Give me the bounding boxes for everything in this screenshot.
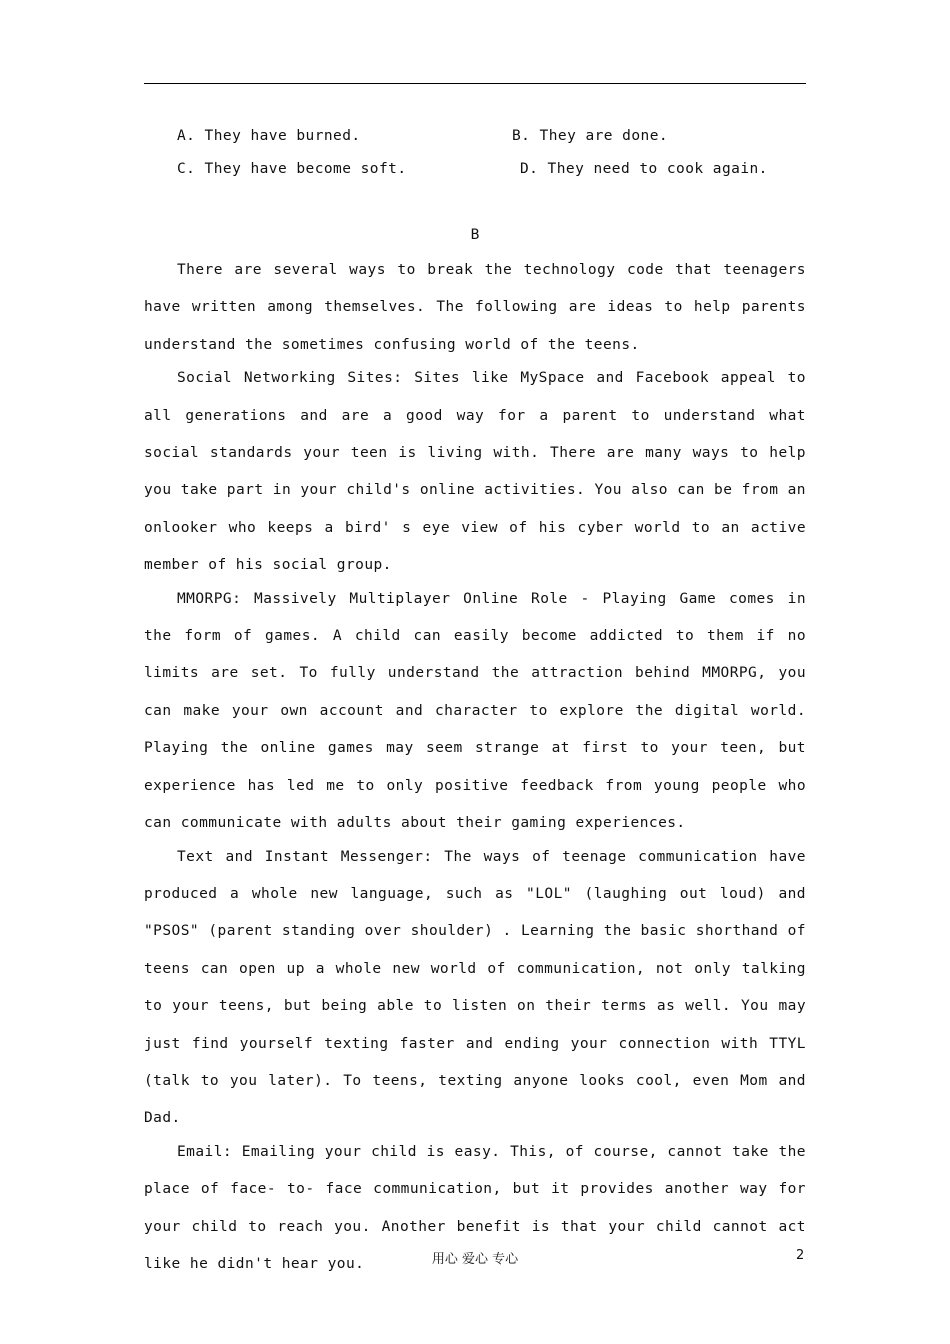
section-label: B [470, 227, 480, 243]
paragraph-text-messenger: Text and Instant Messenger: The ways of teenage communication have produced a whole new language, such as "LOL" (laughing out loud) and "PSOS" (parent standing over shoulder) . Learning the basic shorthand of teens can open up a whole new world of communication, not only talking to your teens, but being able to listen on their terms as well. You may just find yourself texting faster and ending your connection with TTYL (talk to you later). To teens, texting anyone looks cool, even Mom and Dad. [144, 848, 806, 1127]
paragraph-email: Email: Emailing your child is easy. This, of course, cannot take the place of face- to- face communication, but it provides another way for your child to reach you. Another benefit is that your child cannot act like he didn't hear you. [144, 1143, 806, 1272]
passage [144, 252, 806, 1279]
option-c: C. They have become soft. [177, 161, 407, 177]
header-rule [144, 83, 806, 84]
paragraph-social-networking: Social Networking Sites: Sites like MySpace and Facebook appeal to all generations and are a good way for a parent to understand what social standards your teen is living with. There are many ways to help you take part in your child's online activities. You also can be from an onlooker who keeps a bird' s eye view of his cyber world to an active member of his social group. [144, 370, 806, 574]
option-b: B. They are done. [512, 128, 669, 144]
option-d: D. They need to cook again. [520, 161, 768, 177]
footer-motto: 用心 爱心 专心 [431, 1252, 519, 1267]
option-a: A. They have burned. [177, 128, 361, 144]
page-number: 2 [796, 1248, 805, 1263]
paragraph-mmorpg: MMORPG: Massively Multiplayer Online Role - Playing Game comes in the form of games. A child can easily become addicted to them if no limits are set. To fully understand the attraction behind MMORPG, you can make your own account and character to explore the digital world. Playing the online games may seem strange at first to your teen, but experience has led me to only positive feedback from young people who can communicate with adults about their gaming experiences. [144, 590, 806, 832]
paragraph-intro: There are several ways to break the technology code that teenagers have written among themselves. The following are ideas to help parents understand the sometimes confusing world of the teens. [144, 262, 806, 353]
